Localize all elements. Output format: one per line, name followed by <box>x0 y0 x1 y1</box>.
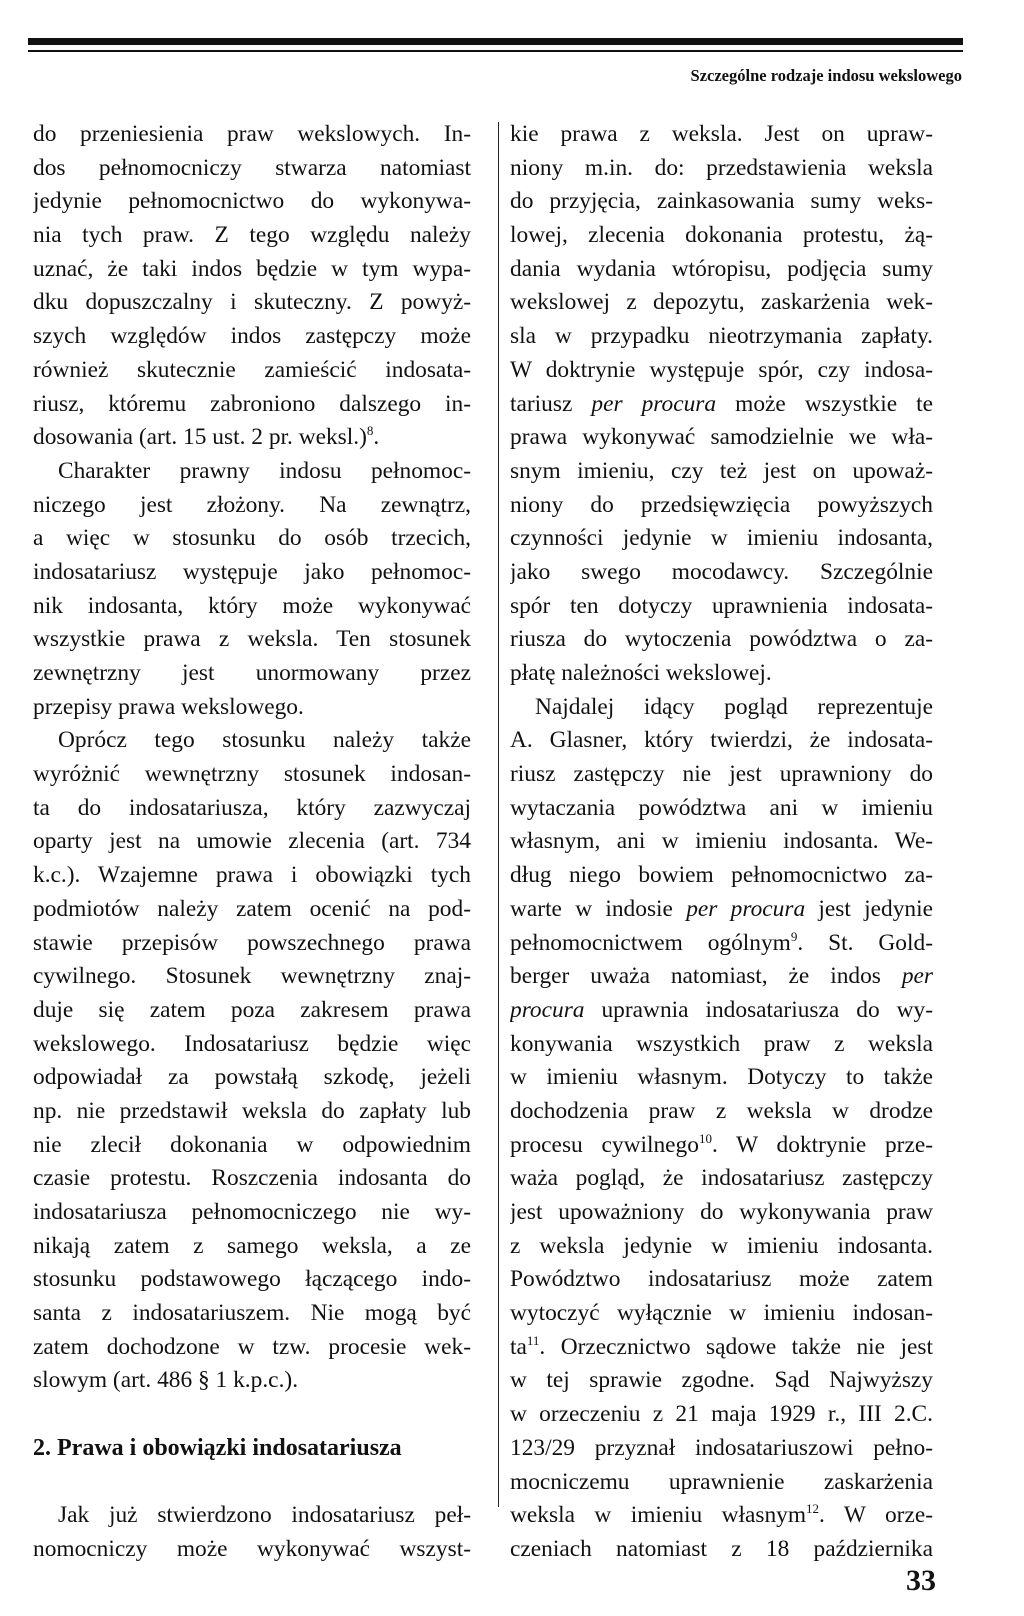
italic-term: per procura <box>686 895 806 922</box>
text-line: nik indosanta, który może wykonywać <box>33 592 471 619</box>
text-line: indosatariusza pełnomocniczego nie wy- <box>33 1199 471 1225</box>
text-segment: berger uważa natomiast, że indos <box>510 963 902 990</box>
header-rule-thin <box>28 50 963 52</box>
text-line: niony do przedsięwzięcia powyższych <box>510 491 933 518</box>
text-line: A. Glasner, który twierdzi, że indosata- <box>510 727 933 754</box>
text-segment: . W orze- <box>819 1502 933 1529</box>
text-line: również skutecznie zamieścić indosata- <box>33 356 471 383</box>
text-line: dania wydania wtóropisu, podjęcia sumy <box>510 255 933 282</box>
text-segment: warte w indosie <box>510 895 687 922</box>
text-line: snym imieniu, czy też jest on upoważ- <box>510 457 933 484</box>
text-line: k.c.). Wzajemne prawa i obowiązki tych <box>33 862 471 889</box>
text-line: wekslowej z depozytu, zaskarżenia wek- <box>510 289 933 316</box>
text-line: a więc w stosunku do osób trzecich, <box>33 525 471 552</box>
text-line: stosunku podstawowego łączącego indo- <box>33 1266 471 1293</box>
text-line: szych względów indos zastępczy może <box>33 323 471 350</box>
text-line: czasie protestu. Roszczenia indosanta do <box>33 1165 471 1192</box>
text-line: nie zlecił dokonania w odpowiednim <box>33 1131 471 1158</box>
italic-term: per <box>901 963 933 990</box>
text-line: dług niego bowiem pełnomocnictwo za- <box>510 862 933 889</box>
text-line: spór ten dotyczy uprawnienia indosata- <box>510 592 933 619</box>
text-line: podmiotów należy zatem ocenić na pod- <box>33 895 471 922</box>
text-line: do przyjęcia, zainkasowania sumy weks- <box>510 188 933 215</box>
footnote-ref-12[interactable]: 12 <box>806 1501 820 1517</box>
text-line: nia tych praw. Z tego względu należy <box>33 222 471 249</box>
text-line: mocniczemu uprawnienie zaskarżenia <box>510 1468 933 1495</box>
text-segment: . W doktrynie prze- <box>711 1131 933 1158</box>
text-line: indosatariusz występuje jako pełnomoc- <box>33 558 471 585</box>
text-line: Charakter prawny indosu pełnomoc- <box>58 457 471 484</box>
spacer <box>33 1398 471 1432</box>
text-line: lowej, zlecenia dokonania protestu, żą- <box>510 222 933 249</box>
text-line: cywilnego. Stosunek wewnętrzny znaj- <box>33 963 471 990</box>
text-line: czynności jedynie w imieniu indosanta, <box>510 525 933 552</box>
text-segment: dosowania (art. 15 ust. 2 pr. weksl.) <box>33 424 367 451</box>
text-segment: uprawnia indosatariusza do wy- <box>584 996 933 1023</box>
text-line: kie prawa z weksla. Jest on upraw- <box>510 121 933 147</box>
text-line: prawa wykonywać samodzielnie we wła- <box>510 424 933 451</box>
text-line <box>510 1331 933 1365</box>
text-line: jedynie pełnomocnictwo do wykonywa- <box>33 188 471 215</box>
text-line: riusz zastępczy nie jest uprawniony do <box>510 761 933 788</box>
text-line: dochodzenia praw z weksla w drodze <box>510 1097 933 1124</box>
text-line: wytaczania powództwa ani w imieniu <box>510 794 933 821</box>
text-line: w imieniu własnym. Dotyczy to także <box>510 1064 933 1091</box>
footnote-ref-10[interactable]: 10 <box>698 1130 712 1146</box>
spacer <box>33 1466 471 1500</box>
text-line: np. nie przedstawił weksla do zapłaty lub <box>33 1097 471 1124</box>
text-line: sla w przypadku nieotrzymania zapłaty. <box>510 323 933 350</box>
text-line: oparty jest na umowie zlecenia (art. 734 <box>33 828 471 855</box>
text-line: riusza do wytoczenia powództwa o za- <box>510 626 933 653</box>
text-line <box>33 421 471 455</box>
text-segment: procesu cywilnego <box>510 1131 699 1158</box>
text-line <box>510 960 933 994</box>
footnote-ref-11[interactable]: 11 <box>526 1332 540 1348</box>
text-line: odpowiadał za powstałą szkodę, jeżeli <box>33 1064 471 1091</box>
text-line: czeniach natomiast z 18 października <box>510 1535 933 1562</box>
text-line: wszystkie prawa z weksla. Ten stosunek <box>33 626 471 653</box>
column-divider <box>498 122 499 1507</box>
running-header: Szczególne rodzaje indosu wekslowego <box>690 66 962 85</box>
text-segment: weksla w imieniu własnym <box>510 1502 807 1529</box>
text-line: nomocniczy może wykonywać wszyst- <box>33 1535 471 1562</box>
text-line: W doktrynie występuje spór, czy indosa- <box>510 356 933 383</box>
text-line: konywania wszystkich praw z weksla <box>510 1030 933 1057</box>
text-line: jako swego mocodawcy. Szczególnie <box>510 558 933 585</box>
text-line: ta do indosatariusza, który zazwyczaj <box>33 794 471 821</box>
text-line: przepisy prawa wekslowego. <box>33 693 304 720</box>
text-line: 123/29 przyznał indosatariuszowi pełno- <box>510 1434 933 1461</box>
text-segment: . <box>373 424 380 451</box>
text-segment: jest jedynie <box>805 895 933 922</box>
left-column <box>33 118 471 1567</box>
text-line: waża pogląd, że indosatariusz zastępczy <box>510 1165 933 1192</box>
text-line: niony m.in. do: przedstawienia weksla <box>510 154 933 181</box>
text-line: do przeniesienia praw wekslowych. In- <box>33 121 471 147</box>
text-segment: może wszystkie te <box>716 390 933 417</box>
footnote-ref-8[interactable]: 8 <box>366 423 374 439</box>
italic-term: procura <box>510 996 585 1023</box>
text-line: własnym, ani w imieniu indosanta. We- <box>510 828 933 855</box>
text-line: niczego jest złożony. Na zewnątrz, <box>33 491 471 518</box>
text-line <box>510 893 933 927</box>
text-line: Oprócz tego stosunku należy także <box>58 727 471 754</box>
text-line <box>510 1129 933 1163</box>
text-line: Powództwo indosatariusz może zatem <box>510 1266 933 1293</box>
text-segment: tariusz <box>510 390 592 417</box>
text-line: santa z indosatariuszem. Nie mogą być <box>33 1300 471 1327</box>
header-rule-thick <box>28 38 963 45</box>
right-column <box>510 118 933 1567</box>
footnote-ref-9[interactable]: 9 <box>790 928 798 944</box>
text-segment: . Orzecznictwo sądowe także nie jest <box>539 1333 933 1360</box>
text-line: płatę należności wekslowej. <box>510 660 772 686</box>
text-line: Najdalej idący pogląd reprezentuje <box>535 693 933 720</box>
text-line <box>510 994 933 1028</box>
text-line: wyróżnić wewnętrzny stosunek indosan- <box>33 761 471 788</box>
text-line <box>510 388 933 422</box>
text-line: wytoczyć wyłącznie w imieniu indosan- <box>510 1300 933 1327</box>
text-line: Jak już stwierdzono indosatariusz peł- <box>58 1502 471 1529</box>
text-line: slowym (art. 486 § 1 k.p.c.). <box>33 1367 299 1394</box>
text-line: dos pełnomocniczy stwarza natomiast <box>33 154 471 181</box>
text-line: w orzeczeniu z 21 maja 1929 r., III 2.C. <box>510 1401 933 1428</box>
text-line: uznać, że taki indos będzie w tym wypa- <box>33 255 471 282</box>
text-segment: . St. Gold- <box>797 929 933 956</box>
text-line: nikają zatem z samego weksla, a ze <box>33 1232 471 1259</box>
text-segment: pełnomocnictwem ogólnym <box>510 929 791 956</box>
text-segment: ta <box>510 1333 527 1360</box>
text-line: duje się zatem poza zakresem prawa <box>33 996 471 1023</box>
italic-term: per procura <box>591 390 717 417</box>
text-line: zewnętrzny jest unormowany przez <box>33 660 471 686</box>
text-line: stawie przepisów powszechnego prawa <box>33 929 471 956</box>
text-line: z weksla jedynie w imieniu indosanta. <box>510 1232 933 1259</box>
text-line: riusz, któremu zabroniono dalszego in- <box>33 390 471 417</box>
text-line: jest upoważniony do wykonywania praw <box>510 1199 933 1225</box>
text-line: w tej sprawie zgodne. Sąd Najwyższy <box>510 1367 933 1394</box>
text-line: dku dopuszczalny i skuteczny. Z powyż- <box>33 289 471 316</box>
text-line <box>510 1499 933 1533</box>
text-line <box>510 927 933 961</box>
text-line: zatem dochodzone w tzw. procesie wek- <box>33 1333 471 1360</box>
section-heading: 2. Prawa i obowiązki indosatariusza <box>33 1434 402 1461</box>
text-line: wekslowego. Indosatariusz będzie więc <box>33 1030 471 1057</box>
page-number: 33 <box>906 1564 936 1597</box>
